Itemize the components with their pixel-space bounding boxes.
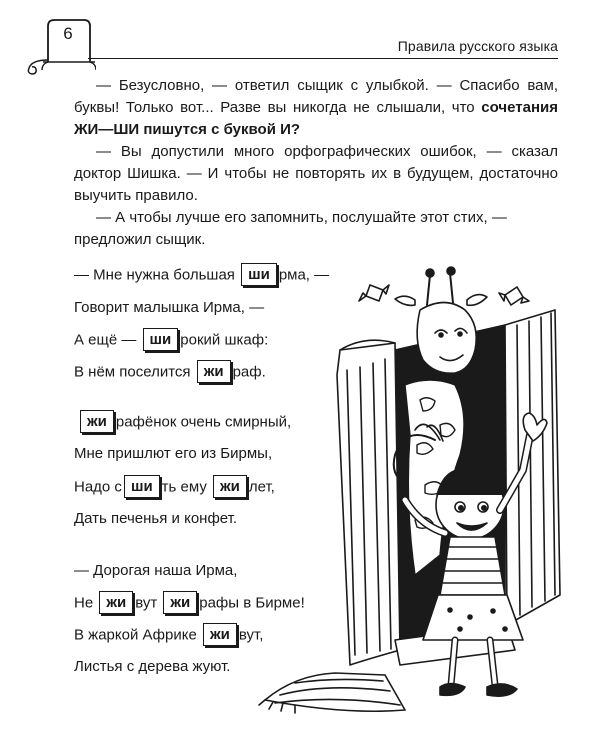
syllable-box: жи — [80, 410, 114, 433]
poem-line: Говорит малышка Ирма, — — [74, 299, 265, 316]
rule-highlight: сочетания ЖИ—ШИ пишутся с буквой И? — [74, 99, 558, 138]
poem-line: жи рафёнок очень смирный, — [78, 411, 291, 433]
rug-illustration — [259, 673, 405, 713]
poem-line: Дать печенья и конфет. — [74, 510, 238, 527]
poem-line: Листья с дерева жуют. — [74, 658, 231, 675]
swirl-ornament-icon — [20, 56, 50, 78]
candy-icon — [499, 287, 529, 305]
poem-line: — Дорогая наша Ирма, — [74, 562, 238, 579]
paragraph-3: — А чтобы лучше его запомнить, послушайте этот стих, — предложил сыщик. — [74, 209, 507, 248]
poem-line: А ещё — ши рокий шкаф: — [74, 329, 268, 351]
poem-line: Не жи вут жи рафы в Бирме! — [74, 592, 305, 614]
page-number: 6 — [63, 24, 73, 43]
poem-line: Надо с ши ть ему жи лет, — [74, 476, 275, 498]
poem-line: Мне пришлют его из Бирмы, — [74, 445, 273, 462]
wardrobe-left-door — [337, 340, 400, 665]
poem-line: — Мне нужна большая ши рма, — — [74, 264, 329, 286]
syllable-box: жи — [213, 475, 247, 498]
paragraph-1: — Безусловно, — ответил сыщик с улыбкой. — Спасибо вам, буквы! Только вот... Разве вы никогда не слышали, что сочетания ЖИ—ШИ пишутся с буквой И? — [74, 77, 558, 138]
paragraph-2: — Вы допустили много орфографических ошибок, — сказал доктор Шишка. — И чтобы не повторять их в будущем, достаточно выучить правило. — [74, 143, 558, 204]
poem-line: В жаркой Африке жи вут, — [74, 624, 263, 646]
syllable-box: ши — [124, 475, 160, 498]
wardrobe-giraffe-girl-illustration — [255, 255, 585, 725]
poem-line: В нём поселится жи раф. — [74, 361, 266, 383]
prose-block — [74, 75, 558, 251]
wardrobe-right-door — [505, 310, 560, 625]
syllable-box: жи — [163, 591, 197, 614]
header-rule — [88, 58, 558, 59]
syllable-box: жи — [99, 591, 133, 614]
syllable-box: ши — [241, 263, 277, 286]
syllable-box: жи — [203, 623, 237, 646]
syllable-box: ши — [143, 328, 179, 351]
candy-icon — [359, 285, 389, 301]
book-title: Правила русского языка — [397, 38, 558, 54]
syllable-box: жи — [197, 360, 231, 383]
